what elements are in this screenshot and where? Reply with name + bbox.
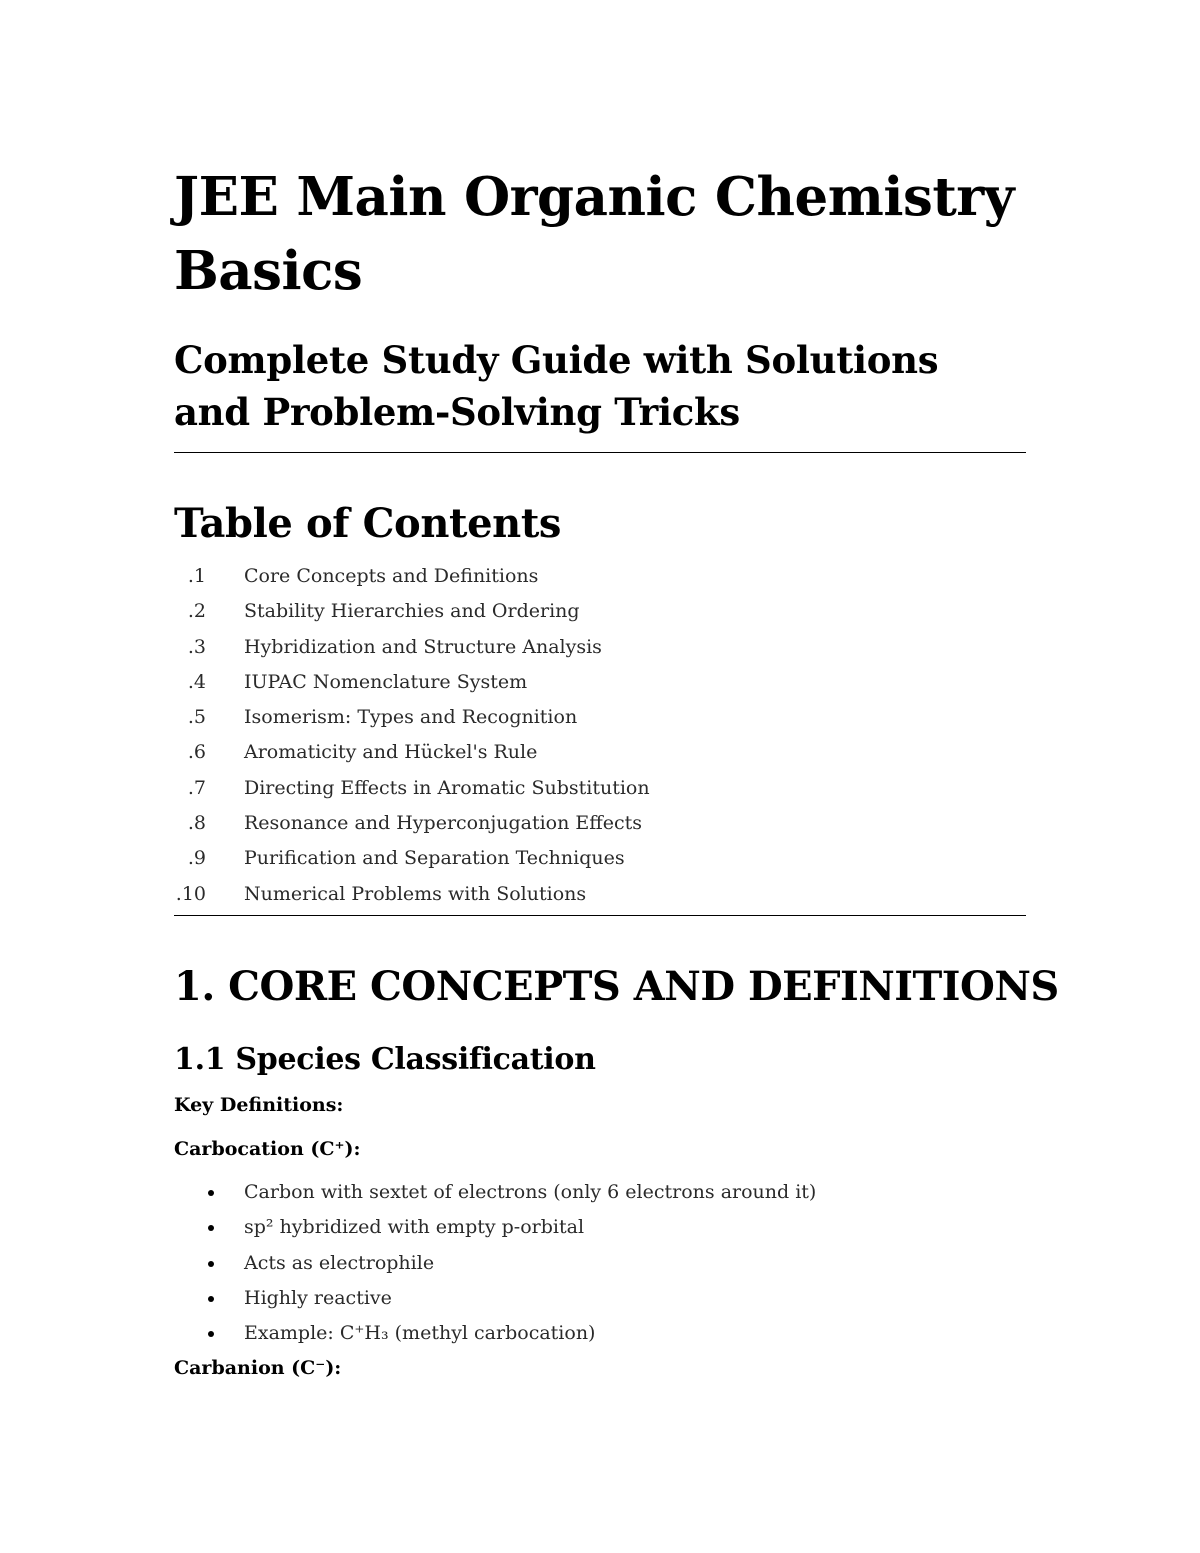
- toc-item-label: Isomerism: Types and Recognition: [244, 706, 578, 729]
- toc-item-label: Hybridization and Structure Analysis: [244, 635, 602, 658]
- list-item-text: Carbon with sextet of electrons (only 6 electrons around it): [244, 1181, 817, 1203]
- toc-item-label: Stability Hierarchies and Ordering: [244, 600, 580, 623]
- toc-item-label: Directing Effects in Aromatic Substitution: [244, 776, 650, 799]
- list-item-text: Example: C⁺H₃ (methyl carbocation): [244, 1322, 596, 1345]
- toc-item-label: Core Concepts and Definitions: [244, 565, 539, 587]
- toc-heading: Table of Contents: [174, 500, 562, 547]
- toc-item-label: Aromaticity and Hückel's Rule: [244, 741, 538, 764]
- document-title: JEE Main Organic Chemistry Basics: [174, 166, 1015, 302]
- toc-item-label: Purification and Separation Techniques: [244, 847, 625, 870]
- list-item-text: Highly reactive: [244, 1286, 392, 1309]
- bullet-icon: [208, 1225, 214, 1231]
- bullet-icon: [208, 1296, 214, 1302]
- bullet-icon: [208, 1190, 214, 1196]
- toc-item-label: Numerical Problems with Solutions: [244, 882, 587, 905]
- carbocation-label: Carbocation (C⁺):: [174, 1138, 361, 1160]
- horizontal-divider: [174, 915, 1026, 916]
- document-subtitle: Complete Study Guide with Solutions and Problem-Solving Tricks: [174, 338, 939, 434]
- subsection-heading: 1.1 Species Classification: [174, 1042, 596, 1077]
- list-item-text: Acts as electrophile: [244, 1251, 435, 1274]
- bullet-icon: [208, 1331, 214, 1337]
- carbanion-label: Carbanion (C⁻):: [174, 1357, 342, 1379]
- toc-item-label: Resonance and Hyperconjugation Effects: [244, 812, 643, 835]
- section-heading: 1. CORE CONCEPTS AND DEFINITIONS: [174, 963, 1059, 1010]
- bullet-icon: [208, 1261, 214, 1267]
- key-definitions-label: Key Definitions:: [174, 1094, 344, 1116]
- toc-item-label: IUPAC Nomenclature System: [244, 670, 528, 693]
- list-item-text: sp² hybridized with empty p-orbital: [244, 1216, 585, 1239]
- horizontal-divider: [174, 452, 1026, 453]
